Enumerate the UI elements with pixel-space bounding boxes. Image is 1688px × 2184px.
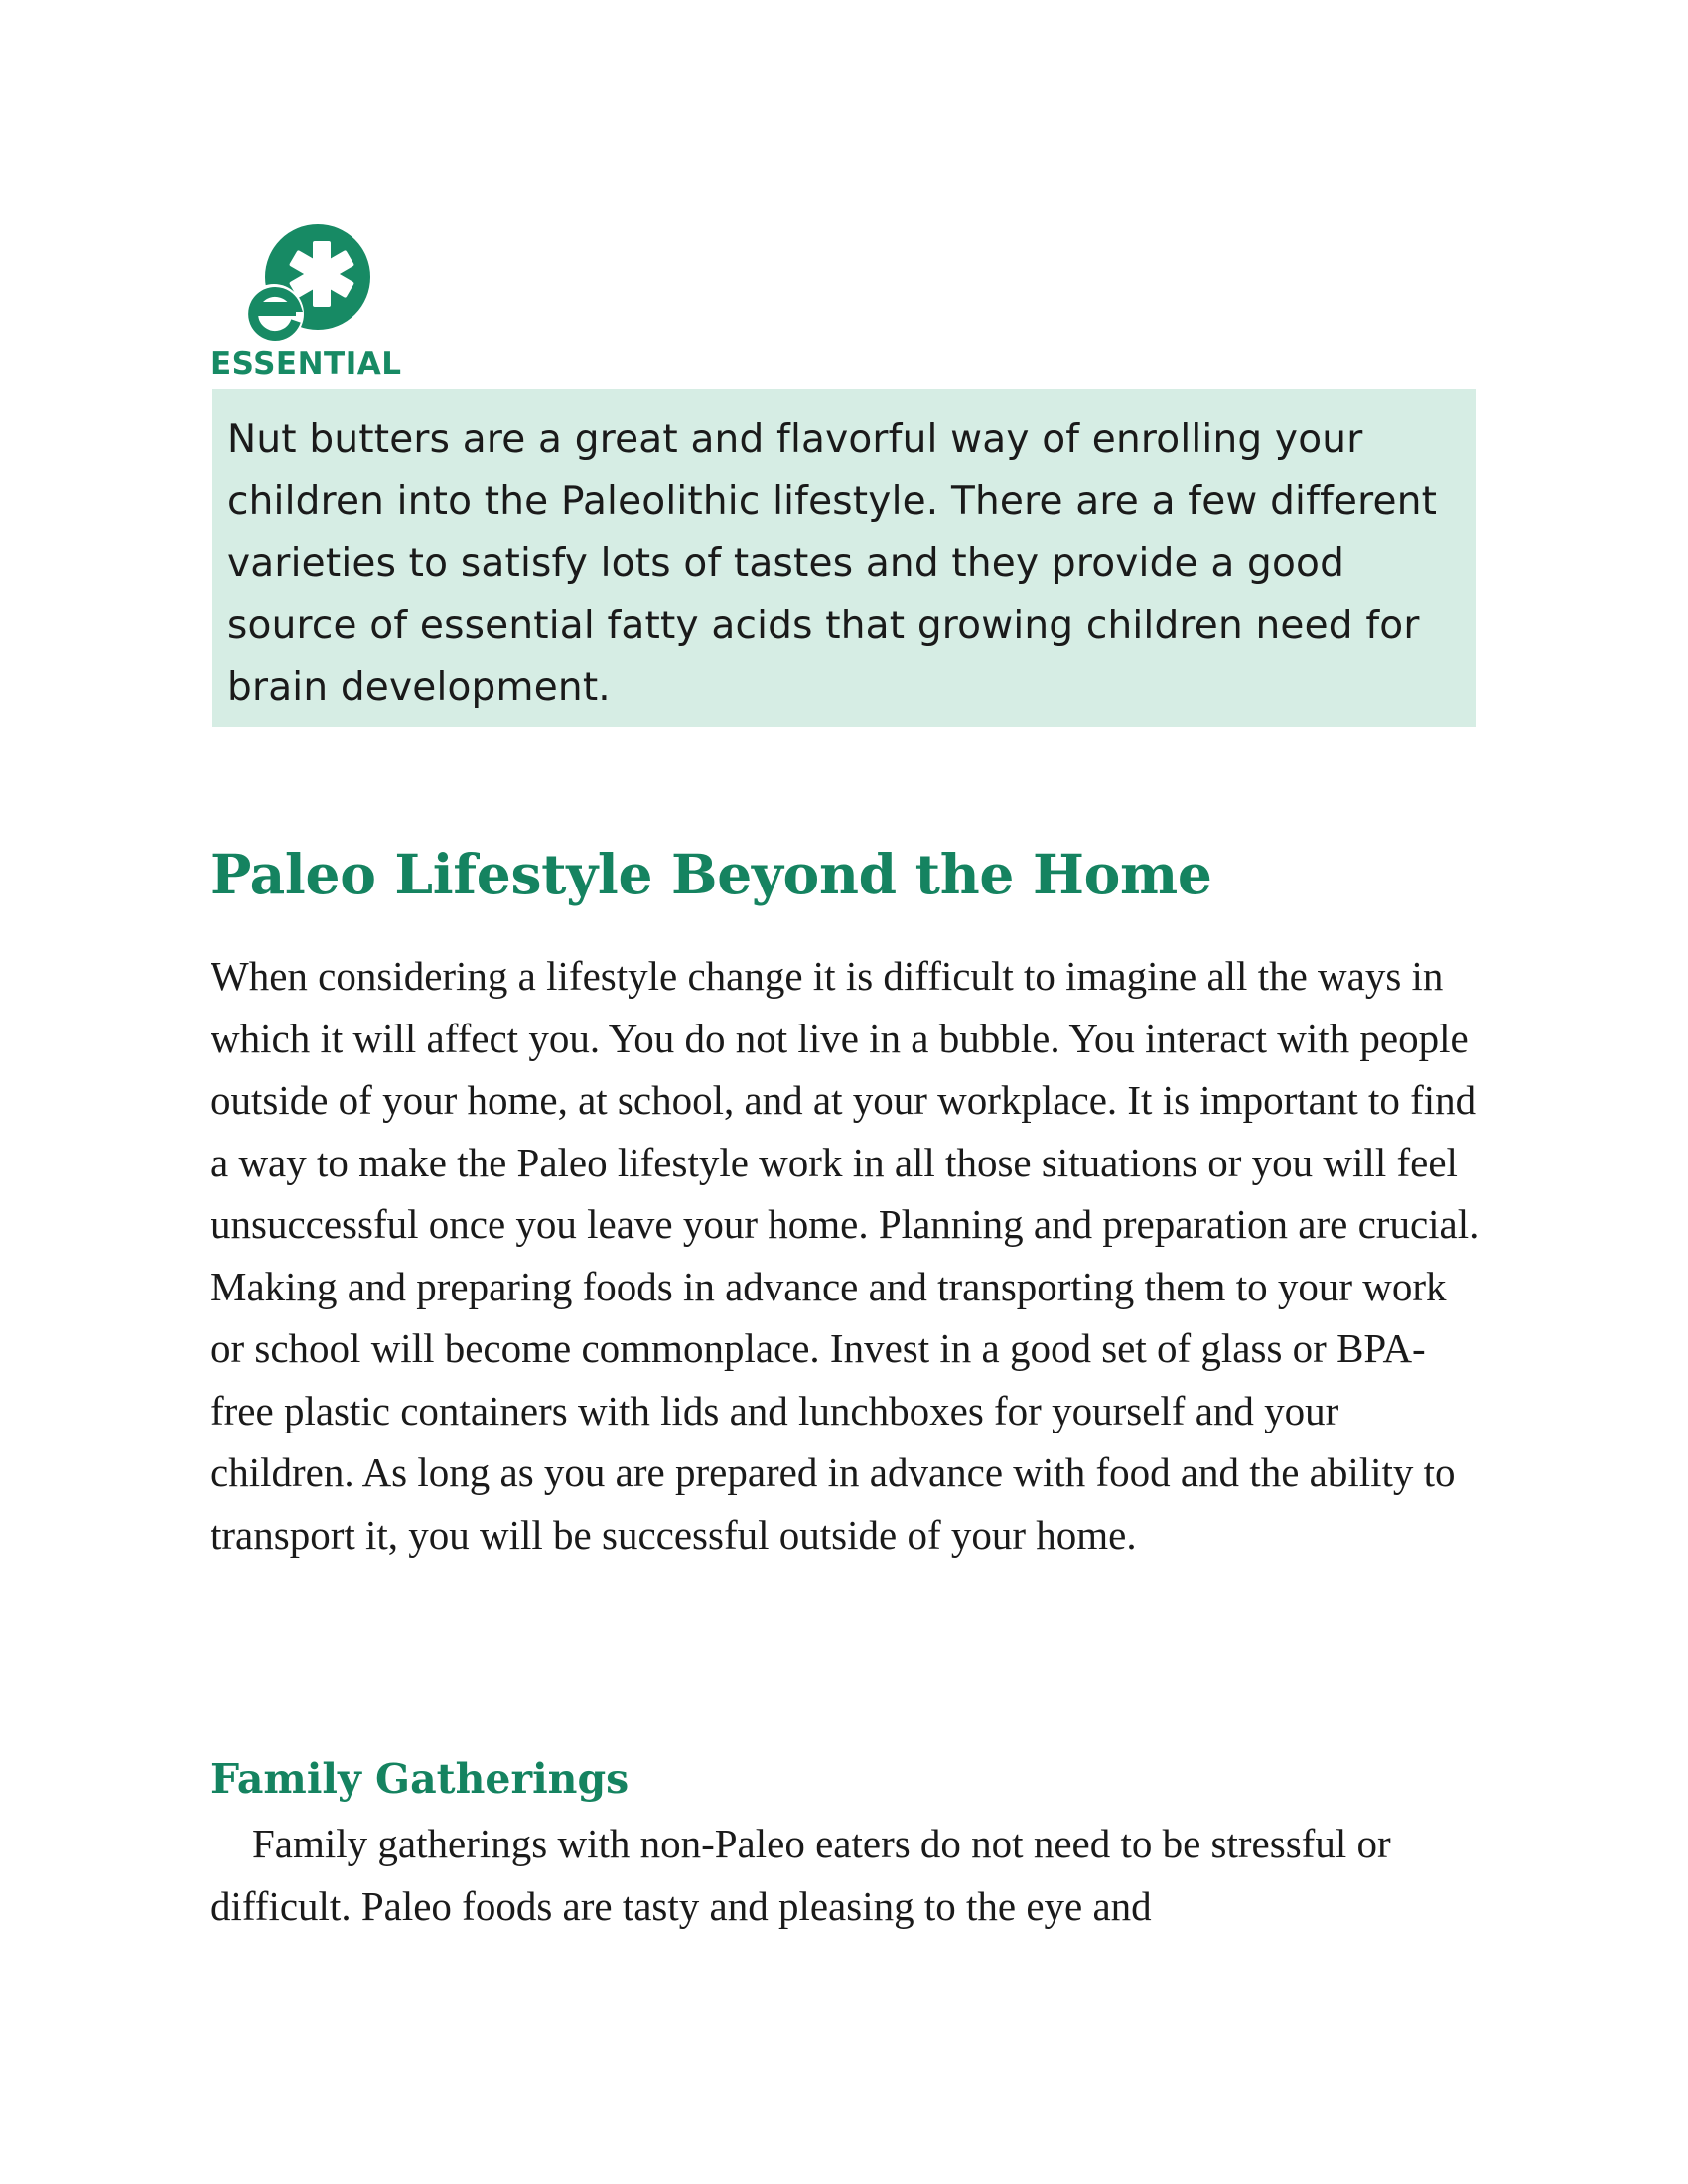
section-heading: Paleo Lifestyle Beyond the Home	[211, 842, 1212, 906]
essential-callout-box	[212, 389, 1476, 727]
subsection-body-paragraph: Family gatherings with non-Paleo eaters do not need to be stressful or difficult. Paleo foods are tasty and pleasing to the eye and	[211, 1821, 1391, 1929]
essential-logo	[211, 224, 405, 383]
section-body-paragraph: When considering a lifestyle change it is difficult to imagine all the ways in which it will affect you. You do not live in a bubble. You interact with people outside of your home, at school, and at your workplace. It is important to find a way to make the Paleo lifestyle work in all those situations or you will feel unsuccessful once you leave your home. Planning and preparation are crucial. Making and preparing foods in advance and transporting them to your work or school will become commonplace. Invest in a good set of glass or BPA-free plastic containers with lids and lunchboxes for yourself and your children. As long as you are prepared in advance with food and the ability to transport it, you will be successful outside of your home.	[211, 953, 1479, 1558]
essential-asterisk-icon	[238, 224, 373, 347]
logo-label: ESSENTIAL	[211, 346, 402, 382]
subsection-heading: Family Gatherings	[211, 1755, 630, 1803]
callout-text: Nut butters are a great and flavorful way of enrolling your children into the Paleolithic lifestyle. There are a few different varieties to satisfy lots of tastes and they provide a good source of essential fatty acids that growing children need for brain development.	[227, 417, 1438, 710]
